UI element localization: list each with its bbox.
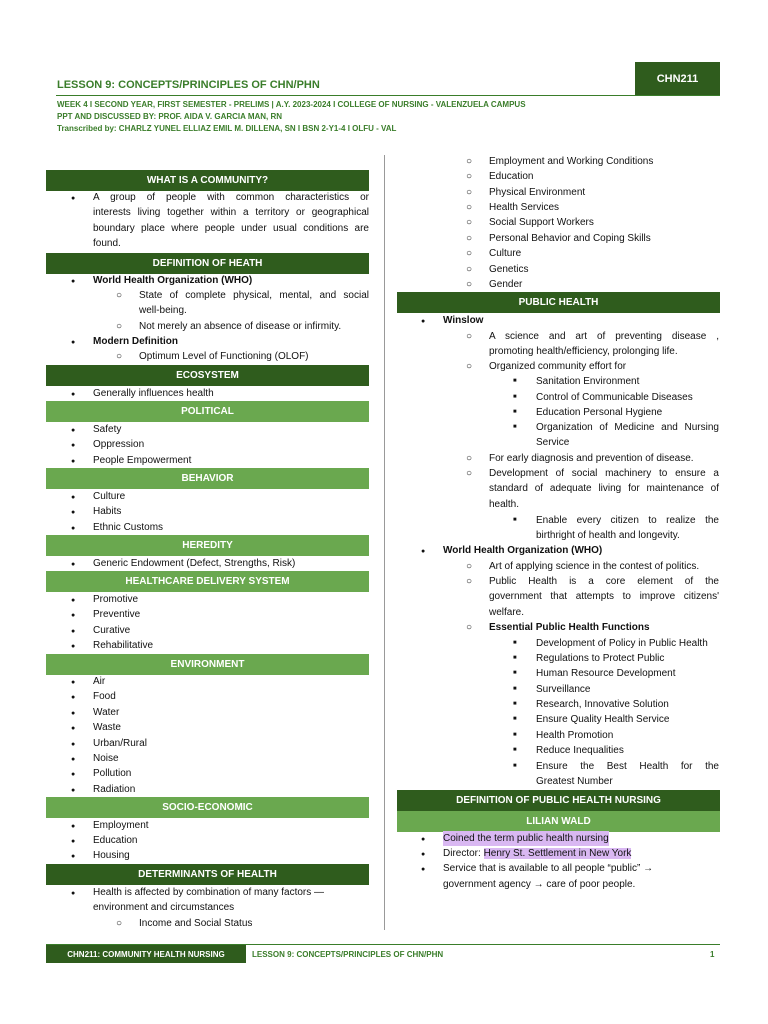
page-number: 1: [710, 950, 715, 959]
list-item: Culture: [489, 248, 522, 259]
modern-definition-sub: Optimum Level of Functioning (OLOF): [139, 351, 309, 362]
list-item: Culture: [93, 491, 126, 502]
header-divider: [56, 95, 720, 96]
who-ph-s2: Public Health is a core element of the government that attempts to improve citizens' welfare.: [489, 576, 719, 618]
bullet-circle: ○: [466, 561, 473, 572]
list-item: Employment and Working Conditions: [489, 156, 654, 167]
section-heading-political: POLITICAL: [46, 401, 369, 422]
bullet-circle: ○: [116, 290, 123, 301]
bullet-dot: ●: [71, 838, 76, 845]
list-item: Preventive: [93, 609, 141, 620]
bullet-dot: ●: [71, 612, 76, 619]
bullet-circle: ○: [466, 331, 473, 342]
list-item: Radiation: [93, 784, 136, 795]
section-heading-environment: ENVIRONMENT: [46, 654, 369, 675]
wald-service-line2: government agency → care of poor people.: [443, 879, 636, 890]
bullet-dot: ●: [71, 391, 76, 398]
bullet-dot: ●: [71, 278, 76, 285]
list-item: Development of Policy in Public Health: [536, 638, 708, 649]
bullet-dot: ●: [71, 756, 76, 763]
list-item: Physical Environment: [489, 187, 586, 198]
column-divider: [384, 155, 385, 930]
bullet-dot: ●: [71, 679, 76, 686]
ecosystem-item: Generally influences health: [93, 388, 214, 399]
bullet-dot: ●: [421, 318, 426, 325]
bullet-circle: ○: [116, 321, 123, 332]
bullet-circle: ○: [466, 279, 473, 290]
section-heading-healthcare-delivery: HEALTHCARE DELIVERY SYSTEM: [46, 571, 369, 592]
section-heading-socio-economic: SOCIO-ECONOMIC: [46, 797, 369, 818]
essential-functions-label: Essential Public Health Functions: [489, 622, 650, 633]
bullet-dot: ●: [71, 643, 76, 650]
bullet-square: ■: [513, 732, 517, 738]
list-item: Promotive: [93, 594, 139, 605]
winslow-early-diagnosis: For early diagnosis and prevention of disease.: [489, 453, 694, 464]
bullet-dot: ●: [71, 525, 76, 532]
list-item: Enable every citizen to realize the birthright of health and longevity.: [536, 515, 719, 542]
bullet-dot: ●: [71, 823, 76, 830]
meta-transcriber: Transcribed by: CHARLZ YUNEL ELLIAZ EMIL M. DILLENA, SN I BSN 2-Y1-4 I OLFU - VAL: [57, 124, 397, 133]
bullet-dot: ●: [71, 339, 76, 346]
bullet-circle: ○: [466, 171, 473, 182]
wald-director-line: [443, 846, 631, 861]
bullet-dot: ●: [71, 710, 76, 717]
who-ph-label: World Health Organization (WHO): [443, 545, 603, 556]
bullet-square: ■: [513, 670, 517, 676]
bullet-square: ■: [513, 640, 517, 646]
section-heading-phn-definition: DEFINITION OF PUBLIC HEALTH NURSING: [397, 790, 720, 811]
bullet-square: ■: [513, 747, 517, 753]
list-item: Food: [93, 691, 116, 702]
winslow-definition: A science and art of preventing disease , promoting health/efficiency, prolonging life.: [489, 331, 719, 358]
list-item: Research, Innovative Solution: [536, 699, 669, 710]
bullet-dot: ●: [71, 853, 76, 860]
footer-course-label: CHN211: COMMUNITY HEALTH NURSING: [46, 945, 246, 963]
who-health-sub2: Not merely an absence of disease or infirmity.: [139, 321, 342, 332]
list-item: Control of Communicable Diseases: [536, 392, 693, 403]
modern-definition-label: Modern Definition: [93, 336, 178, 347]
bullet-dot: ●: [421, 836, 426, 843]
list-item: Health Promotion: [536, 730, 614, 741]
wald-director-value: Henry St. Settlement in New York: [483, 848, 632, 859]
list-item: Habits: [93, 506, 122, 517]
bullet-circle: ○: [466, 202, 473, 213]
bullet-dot: ●: [71, 628, 76, 635]
section-heading-ecosystem: ECOSYSTEM: [46, 365, 369, 386]
list-item: Reduce Inequalities: [536, 745, 624, 756]
bullet-dot: ●: [421, 548, 426, 555]
winslow-social-machinery: Development of social machinery to ensure a standard of adequate living for maintenance of health.: [489, 468, 719, 510]
bullet-dot: ●: [71, 458, 76, 465]
bullet-dot: ●: [71, 561, 76, 568]
bullet-dot: ●: [421, 866, 426, 873]
bullet-dot: ●: [71, 509, 76, 516]
determinants-line1: Health is affected by combination of many factors —: [93, 887, 325, 898]
list-item: Urban/Rural: [93, 738, 147, 749]
section-heading-public-health: PUBLIC HEALTH: [397, 292, 720, 313]
bullet-circle: ○: [116, 918, 123, 929]
winslow-label: Winslow: [443, 315, 484, 326]
page-title: LESSON 9: CONCEPTS/PRINCIPLES OF CHN/PHN: [57, 79, 320, 91]
wald-coined-term: Coined the term public health nursing: [443, 831, 609, 846]
section-heading-health: DEFINITION OF HEATH: [46, 253, 369, 274]
bullet-circle: ○: [466, 248, 473, 259]
list-item: Regulations to Protect Public: [536, 653, 665, 664]
list-item: Education: [489, 171, 534, 182]
subsection-heading-lilian-wald: LILIAN WALD: [397, 811, 720, 832]
winslow-organized-effort: Organized community effort for: [489, 361, 627, 372]
bullet-square: ■: [513, 378, 517, 384]
section-heading-heredity: HEREDITY: [46, 535, 369, 556]
list-item: Oppression: [93, 439, 145, 450]
bullet-square: ■: [513, 517, 517, 523]
bullet-circle: ○: [466, 468, 473, 479]
bullet-square: ■: [513, 716, 517, 722]
determinants-line2: environment and circumstances: [93, 902, 235, 913]
list-item: Housing: [93, 850, 130, 861]
bullet-square: ■: [513, 655, 517, 661]
wald-director-label: Director:: [443, 848, 484, 859]
list-item: Surveillance: [536, 684, 591, 695]
list-item: Gender: [489, 279, 523, 290]
list-item: Curative: [93, 625, 131, 636]
bullet-dot: ●: [71, 725, 76, 732]
bullet-circle: ○: [466, 264, 473, 275]
list-item: Ethnic Customs: [93, 522, 164, 533]
list-item: Education: [93, 835, 138, 846]
section-heading-determinants: DETERMINANTS OF HEALTH: [46, 864, 369, 885]
list-item: Rehabilitative: [93, 640, 154, 651]
list-item: Organization of Medicine and Nursing Service: [536, 422, 719, 449]
list-item: Social Support Workers: [489, 217, 594, 228]
bullet-square: ■: [513, 394, 517, 400]
footer-lesson-label: LESSON 9: CONCEPTS/PRINCIPLES OF CHN/PHN: [252, 950, 444, 959]
bullet-circle: ○: [466, 361, 473, 372]
list-item: Safety: [93, 424, 122, 435]
bullet-dot: ●: [71, 771, 76, 778]
bullet-dot: ●: [71, 442, 76, 449]
bullet-square: ■: [513, 686, 517, 692]
list-item: Education Personal Hygiene: [536, 407, 663, 418]
list-item: Health Services: [489, 202, 560, 213]
list-item: Waste: [93, 722, 121, 733]
list-item: Noise: [93, 753, 119, 764]
bullet-circle: ○: [466, 453, 473, 464]
bullet-circle: ○: [466, 187, 473, 198]
bullet-dot: ●: [71, 694, 76, 701]
bullet-dot: ●: [421, 851, 426, 858]
meta-week: WEEK 4 I SECOND YEAR, FIRST SEMESTER - PRELIMS | A.Y. 2023-2024 I COLLEGE OF NURSING - VALENZUELA CAMPUS: [57, 100, 526, 109]
bullet-dot: ●: [71, 890, 76, 897]
bullet-dot: ●: [71, 427, 76, 434]
community-definition: A group of people with common characteristics or interests living together within a territory or geographical boundary place where people under usual conditions are found.: [93, 192, 369, 249]
list-item: Water: [93, 707, 120, 718]
list-item: Human Resource Development: [536, 668, 676, 679]
meta-professor: PPT AND DISCUSSED BY: PROF. AIDA V. GARCIA MAN, RN: [57, 112, 283, 121]
determinants-sub1: Income and Social Status: [139, 918, 253, 929]
bullet-dot: ●: [71, 741, 76, 748]
who-ph-s1: Art of applying science in the contest of politics.: [489, 561, 700, 572]
bullet-square: ■: [513, 701, 517, 707]
bullet-circle: ○: [466, 576, 473, 587]
bullet-dot: ●: [71, 195, 76, 202]
heredity-item: Generic Endowment (Defect, Strengths, Risk): [93, 558, 296, 569]
bullet-circle: ○: [466, 622, 473, 633]
list-item: Pollution: [93, 768, 132, 779]
bullet-square: ■: [513, 409, 517, 415]
wald-service-line1: Service that is available to all people “public” →: [443, 863, 654, 874]
list-item: People Empowerment: [93, 455, 192, 466]
list-item: Genetics: [489, 264, 529, 275]
list-item: Employment: [93, 820, 149, 831]
who-label: World Health Organization (WHO): [93, 275, 253, 286]
bullet-dot: ●: [71, 597, 76, 604]
bullet-dot: ●: [71, 787, 76, 794]
list-item: Ensure Quality Health Service: [536, 714, 670, 725]
who-health-definition: State of complete physical, mental, and social well-being.: [139, 290, 369, 317]
bullet-square: ■: [513, 763, 517, 769]
course-code-badge: CHN211: [635, 62, 720, 95]
bullet-circle: ○: [466, 156, 473, 167]
bullet-dot: ●: [71, 494, 76, 501]
list-item: Air: [93, 676, 106, 687]
bullet-circle: ○: [466, 217, 473, 228]
section-heading-community: WHAT IS A COMMUNITY?: [46, 170, 369, 191]
list-item: Personal Behavior and Coping Skills: [489, 233, 651, 244]
bullet-square: ■: [513, 424, 517, 430]
bullet-circle: ○: [116, 351, 123, 362]
section-heading-behavior: BEHAVIOR: [46, 468, 369, 489]
bullet-circle: ○: [466, 233, 473, 244]
list-item: Sanitation Environment: [536, 376, 640, 387]
list-item: Ensure the Best Health for the Greatest Number: [536, 761, 719, 788]
